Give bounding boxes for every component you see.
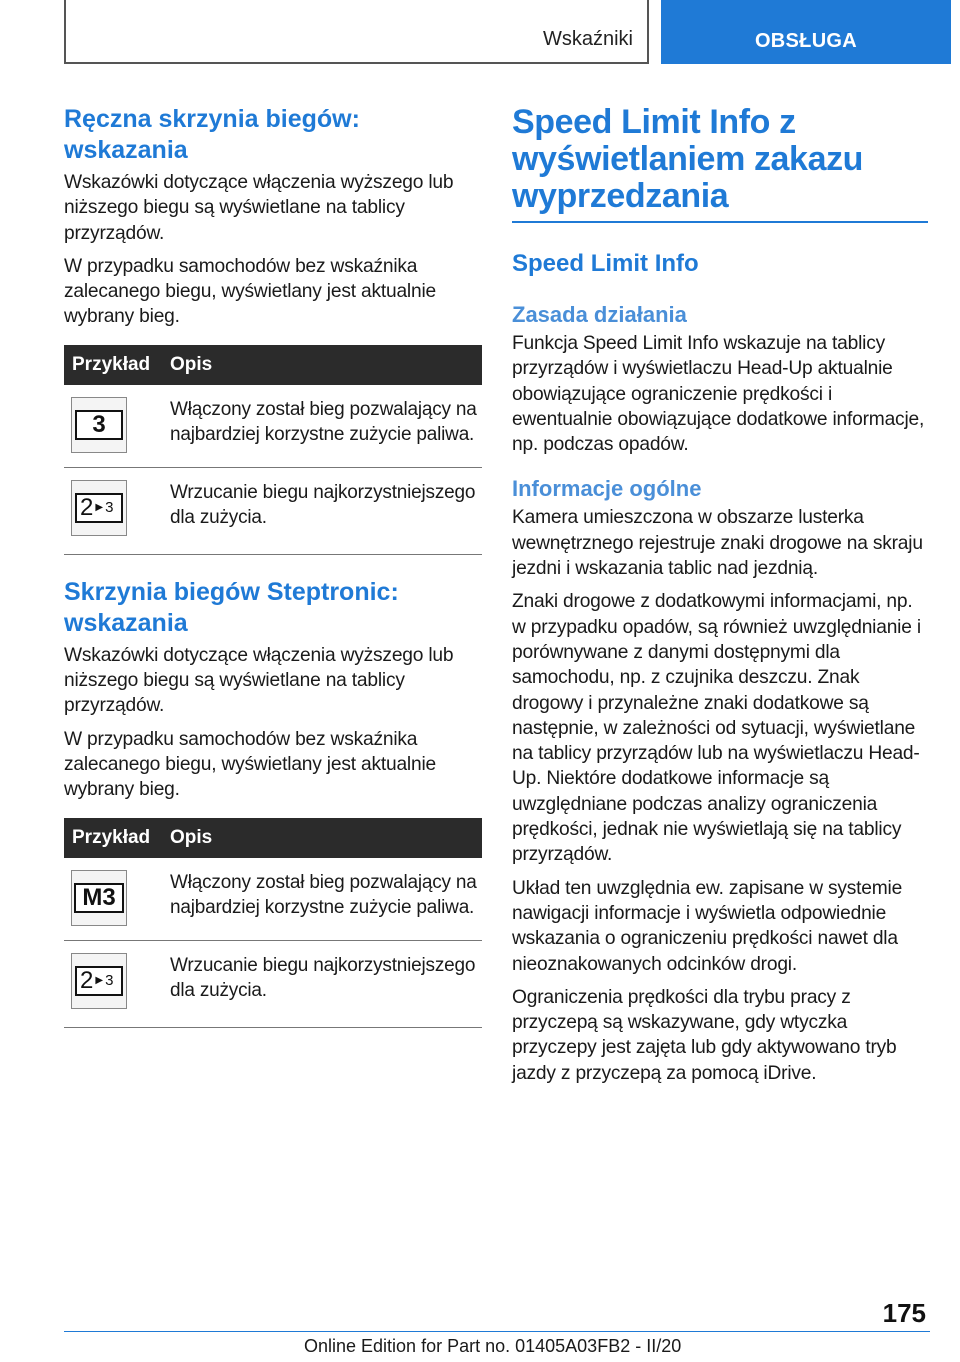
row-description: Wrzucanie biegu najkorzystniejszego dla zużycia.	[170, 481, 476, 529]
shift-arrow-icon: ▶	[95, 975, 104, 987]
edition-footer: Online Edition for Part no. 01405A03FB2 - II/20	[304, 1336, 682, 1356]
footer-rule	[64, 1331, 930, 1332]
row-description: Włączony został bieg pozwalający na najbardziej korzystne zużycie paliwa.	[170, 871, 477, 918]
manual-gear-table	[64, 345, 482, 555]
col-example: Przykład	[72, 353, 151, 375]
row-description: Włączony został bieg pozwalający na najbardziej korzystne zużycie paliwa.	[170, 398, 477, 446]
header-box	[64, 0, 649, 64]
general-paragraph-4: Ograniczenia prędkości dla trybu pracy z przyczepą są wskazywane, gdy wtyczka przyczepy jest zajęta lub gdy aktywowano tryb jazdy z przyczepą za pomocą iDrive.	[512, 986, 897, 1084]
speed-limit-title: Speed Limit Info z wyświetlaniem zakazu wyprzedzania	[512, 103, 864, 215]
table-row	[64, 468, 482, 555]
general-paragraph-1: Kamera umieszczona w obszarze lusterka wewnętrznego rejestruje znaki drogowe na skraju jezdni i wskazania tablic nad jezdnią.	[512, 507, 923, 580]
steptronic-gear-table	[64, 818, 482, 1028]
table-row	[64, 858, 482, 941]
steptronic-paragraph-1: Wskazówki dotyczące włączenia wyższego lub niższego biegu są wyświetlane na tablicy przyrządów.	[64, 644, 454, 717]
col-description: Opis	[170, 826, 213, 848]
gear-current: 2	[80, 966, 94, 994]
col-example: Przykład	[72, 826, 151, 848]
col-description: Opis	[170, 353, 213, 375]
principle-paragraph: Funkcja Speed Limit Info wskazuje na tablicy przyrządów i wyświetlaczu Head-Up aktualnie obowiązujące ograniczenie prędkości i ewentualnie obowiązujące dodatkowe informacje, np. podczas opadów.	[512, 333, 925, 456]
left-column	[64, 104, 482, 1028]
principle-heading: Zasada działania	[512, 302, 687, 327]
table-row	[64, 385, 482, 468]
table-row	[64, 941, 482, 1028]
gear-3-icon	[71, 397, 127, 453]
gear-digit: 3	[75, 410, 123, 440]
gear-digit: M3	[74, 883, 124, 913]
shift-arrow-icon: ▶	[95, 502, 104, 514]
manual-paragraph-1: Wskazówki dotyczące włączenia wyższego lub niższego biegu są wyświetlane na tablicy przyrządów.	[64, 172, 454, 244]
general-paragraph-3: Układ ten uwzględnia ew. zapisane w systemie nawigacji informacje i wyświetla odpowiednie wskazania o ograniczeniu prędkości nawet dla nieoznakowanych odcinków drogi.	[512, 877, 903, 975]
shift-2-to-3-icon	[71, 480, 127, 536]
manual-paragraph-2: W przypadku samochodów bez wskaźnika zalecanego biegu, wyświetlany jest aktualnie wybrany bieg.	[64, 255, 436, 328]
table-header	[64, 345, 482, 385]
steptronic-heading: Skrzynia biegów Steptronic: wskazania	[64, 577, 399, 637]
main-title-block	[512, 104, 928, 223]
right-column	[512, 104, 928, 1086]
general-heading: Informacje ogólne	[512, 476, 702, 502]
gear-m3-icon	[71, 870, 127, 926]
section-title: Wskaźniki	[542, 28, 633, 50]
gear-current: 2	[80, 493, 94, 521]
manual-gearbox-heading: Ręczna skrzynia biegów: wskazania	[64, 105, 360, 164]
general-paragraph-2: Znaki drogowe z dodatkowymi informacjami, np. w przypadku opadów, są również uwzględnianie i porównywane z danymi dostępnymi dla samochodu, np. z czujnika deszczu. Znak drogowy i przynależne znaki dodatkowe są następnie, w zależności od sytuacji, wyświetlane na tablicy przyrządów lub na wyświetlaczu Head-Up. Niektóre dodatkowe informacje są uwzględniane podczas analizy ograniczenia prędkości, jednak nie wyświetlają się na tablicy przyrządów.	[512, 591, 921, 866]
steptronic-paragraph-2: W przypadku samochodów bez wskaźnika zalecanego biegu, wyświetlany jest aktualnie wybrany bieg.	[64, 728, 436, 801]
gear-target: 3	[105, 499, 114, 517]
speed-limit-subtitle: Speed Limit Info	[512, 250, 699, 277]
table-header	[64, 818, 482, 858]
shift-2-to-3-icon	[71, 953, 127, 1009]
page-number: 175	[882, 1298, 926, 1328]
gear-target: 3	[105, 972, 114, 990]
row-description: Wrzucanie biegu najkorzystniejszego dla zużycia.	[170, 954, 476, 1001]
chapter-tab: OBSŁUGA	[661, 0, 951, 64]
